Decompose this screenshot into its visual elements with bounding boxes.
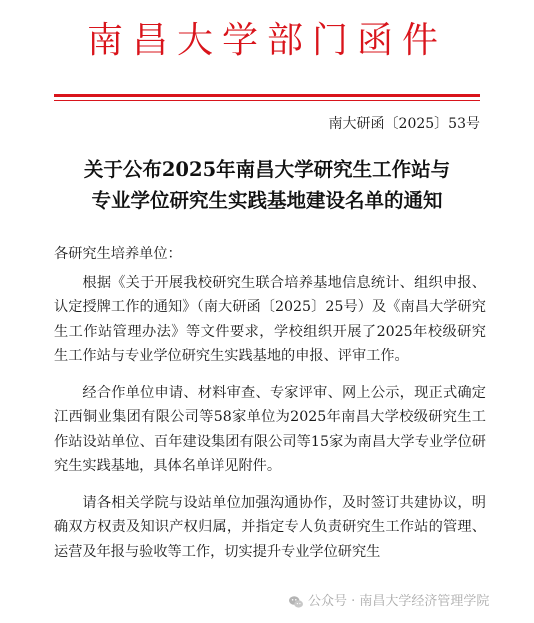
document-title-line-1: 关于公布2025年南昌大学研究生工作站与 [83,158,451,181]
masthead-rule-thick [54,94,480,97]
masthead-title: 南昌大学部门函件 [86,20,447,61]
wechat-icon [288,594,304,610]
body-paragraph-2: 经合作单位申请、材料审查、专家评审、网上公示，现正式确定江西铜业集团有限公司等58家单位为2025年南昌大学校级研究生工作站设站单位、百年建设集团有限公司等15家为南昌大学专业学位研究生实践基地，具体名单详见附件。 [54,384,486,474]
document-body [54,242,486,576]
document-title [0,154,534,216]
document-title-line-2: 专业学位研究生实践基地建设名单的通知 [91,189,443,212]
document-number: 南大研函〔2025〕53号 [328,116,480,132]
body-paragraph-3: 请各相关学院与设站单位加强沟通协作，及时签订共建协议，明确双方权责及知识产权归属，并指定专人负责研究生工作站的管理、运营及年报与验收等工作，切实提升专业学位研究生 [54,494,486,560]
masthead-rule-thin [54,100,480,101]
watermark-text: 公众号 · 南昌大学经济管理学院 [308,594,490,609]
wechat-watermark [288,593,489,611]
salutation: 各研究生培养单位： [54,246,182,262]
body-paragraph-1: 根据《关于开展我校研究生联合培养基地信息统计、组织申报、认定授牌工作的通知》（南大研函〔2025〕25号）及《南昌大学研究生工作站管理办法》等文件要求，学校组织开展了2025年校级研究生工作站与专业学位研究生实践基地的申报、评审工作。 [54,274,486,364]
